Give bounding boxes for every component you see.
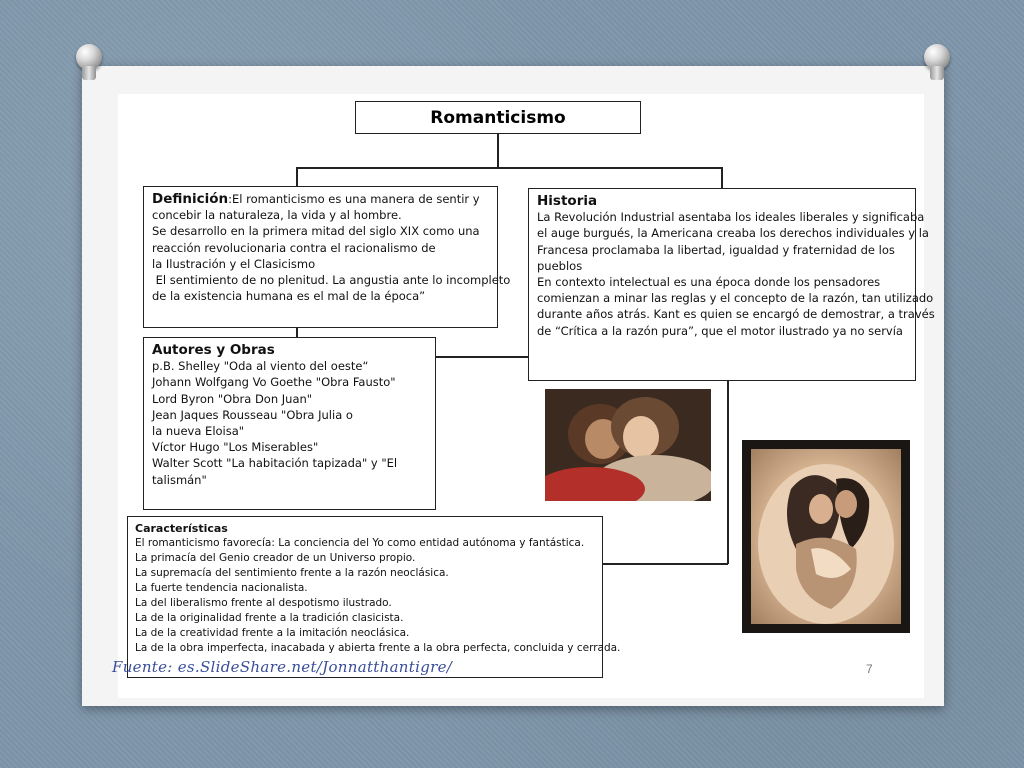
caracteristicas-line: La del liberalismo frente al despotismo ilustrado. (135, 597, 392, 609)
definicion-line: El sentimiento de no plenitud. La angustia ante lo incompleto (152, 273, 511, 288)
connector-line (497, 134, 499, 167)
pushpin-left-icon (74, 44, 104, 84)
historia-box (528, 188, 935, 381)
historia-line: el auge burgués, la Americana creaba los derechos individuales y la (537, 226, 929, 241)
autores-line: Johann Wolfgang Vo Goethe "Obra Fausto" (152, 375, 396, 390)
definicion-line: :El romanticismo es una manera de sentir y (228, 192, 480, 206)
definicion-box (143, 186, 511, 328)
historia-title: Historia (537, 193, 598, 209)
definicion-title: Definición (152, 191, 229, 207)
connector-line (296, 167, 298, 187)
autores-line: la nueva Eloisa" (152, 424, 245, 439)
caracteristicas-line: El romanticismo favorecía: La conciencia del Yo como entidad autónoma y fantástica. (135, 537, 585, 549)
connector-line (721, 167, 723, 189)
historia-line: durante años atrás. Kant es quien se encargó de demostrar, a través (537, 307, 935, 322)
autores-line: Jean Jaques Rousseau "Obra Julia o (152, 407, 353, 422)
historia-line: de “Crítica a la razón pura”, que el motor ilustrado ya no servía (537, 323, 903, 338)
caracteristicas-line: La de la obra imperfecta, inacabada y abierta frente a la obra perfecta, concluida y cerrada. (135, 642, 621, 654)
autores-line: Walter Scott "La habitación tapizada" y "El (152, 456, 398, 471)
historia-line: En contexto intelectual es una época donde los pensadores (537, 275, 881, 290)
definicion-line: de la existencia humana es el mal de la época” (152, 289, 426, 304)
historia-line: La Revolución Industrial asentaba los ideales liberales y significaba (537, 210, 925, 225)
caracteristicas-line: La de la originalidad frente a la tradición clasicista. (135, 612, 404, 624)
source-credit: Fuente: es.SlideShare.net/Jonnatthantigre/ (112, 658, 453, 676)
autores-line: p.B. Shelley "Oda al viento del oeste“ (152, 359, 369, 374)
connector-line (602, 563, 728, 565)
caracteristicas-title: Características (135, 522, 228, 535)
romantic-couple-painting (545, 389, 711, 501)
caracteristicas-box (127, 516, 621, 678)
autores-line: Lord Byron "Obra Don Juan" (152, 391, 313, 406)
autores-line: talismán" (152, 472, 207, 487)
autores-box (143, 337, 436, 510)
definicion-line: la Ilustración y el Clasicismo (152, 256, 316, 271)
historia-line: comienzan a minar las reglas y el concepto de la razón, tan utilizado (537, 291, 934, 306)
caracteristicas-line: La de la creatividad frente a la imitación neoclásica. (135, 627, 410, 639)
autores-line: Víctor Hugo "Los Miserables" (152, 440, 319, 455)
page-number: 7 (866, 662, 873, 676)
embracing-couple-painting (742, 440, 910, 633)
connector-line (296, 167, 722, 169)
historia-line: pueblos (537, 258, 583, 273)
connector-line (435, 356, 529, 358)
page-title: Romanticismo (355, 101, 641, 134)
pushpin-right-icon (922, 44, 952, 84)
autores-title: Autores y Obras (152, 342, 275, 358)
historia-line: Francesa proclamaba la libertad, igualdad y fraternidad de los (537, 242, 895, 257)
definicion-line: Se desarrollo en la primera mitad del siglo XIX como una (152, 224, 480, 239)
definicion-line: reacción revolucionaria contra el racionalismo de (152, 240, 436, 255)
caracteristicas-line: La supremacía del sentimiento frente a la razón neoclásica. (135, 567, 449, 579)
definicion-line: concebir la naturaleza, la vida y al hombre. (152, 208, 402, 223)
caracteristicas-line: La primacía del Genio creador de un Universo propio. (135, 552, 416, 564)
connector-line (296, 327, 298, 337)
caracteristicas-line: La fuerte tendencia nacionalista. (135, 582, 308, 594)
connector-line (727, 381, 729, 564)
